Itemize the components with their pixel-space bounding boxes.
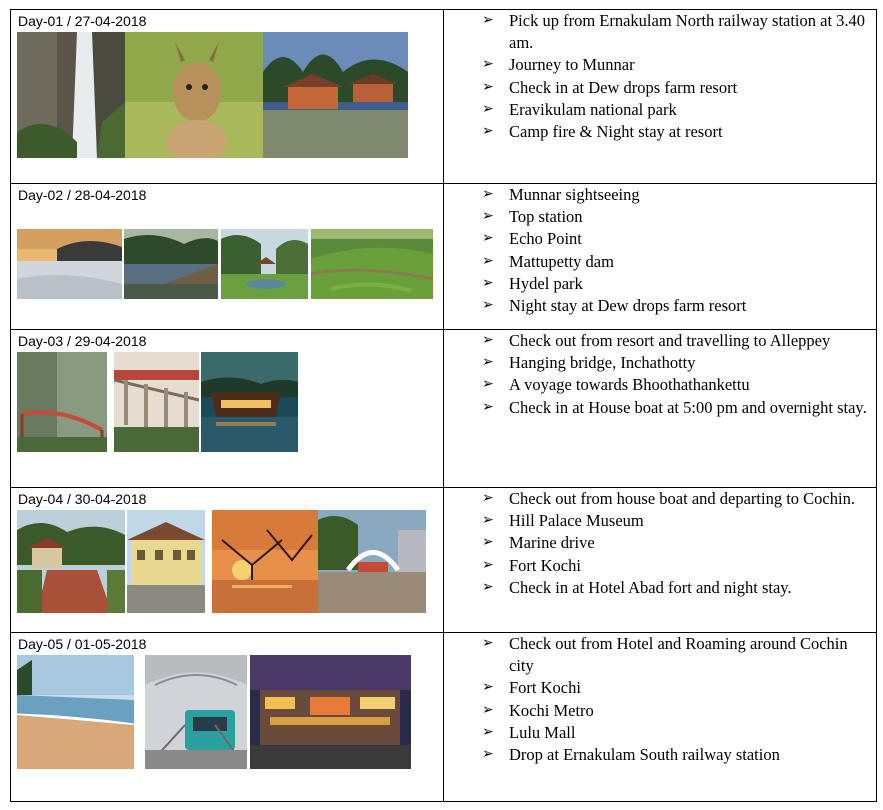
day-label: Day-05 / 01-05-2018 bbox=[18, 636, 147, 652]
day-photos-cell bbox=[11, 10, 444, 184]
day-activities-cell bbox=[444, 10, 877, 184]
arrow-bullet-icon: ➢ bbox=[482, 187, 494, 202]
arrow-bullet-icon: ➢ bbox=[482, 377, 494, 393]
day-activities-cell bbox=[444, 488, 877, 633]
activity-list bbox=[444, 488, 876, 599]
arrow-bullet-icon: ➢ bbox=[482, 680, 494, 696]
activity-list bbox=[444, 184, 876, 317]
activity-item: ➢ Fort Kochi bbox=[444, 555, 876, 577]
activity-list bbox=[444, 633, 876, 766]
waterfall-photo bbox=[17, 32, 125, 158]
activity-item: ➢ Top station bbox=[444, 206, 876, 228]
fishing-nets-photo bbox=[212, 510, 318, 613]
arrow-bullet-icon: ➢ bbox=[482, 513, 494, 529]
day-row bbox=[11, 330, 877, 488]
activity-item: ➢ Drop at Ernakulam South railway station bbox=[444, 744, 876, 766]
arrow-bullet-icon: ➢ bbox=[482, 298, 494, 314]
metro-train-photo bbox=[145, 655, 247, 769]
activity-item: ➢ Hill Palace Museum bbox=[444, 510, 876, 532]
arrow-bullet-icon: ➢ bbox=[482, 579, 494, 595]
activity-item: ➢ Check in at House boat at 5:00 pm and overnight stay. bbox=[444, 397, 876, 419]
day-label: Day-03 / 29-04-2018 bbox=[18, 333, 147, 349]
arrow-bullet-icon: ➢ bbox=[482, 57, 494, 73]
tahr-photo bbox=[125, 32, 263, 158]
itinerary-table bbox=[10, 9, 877, 802]
day-activities-cell bbox=[444, 184, 877, 330]
activity-item: ➢ Munnar sightseeing bbox=[444, 184, 876, 206]
arrow-bullet-icon: ➢ bbox=[482, 333, 494, 348]
activity-item: ➢ Eravikulam national park bbox=[444, 99, 876, 121]
day-photos-cell bbox=[11, 330, 444, 488]
arrow-bullet-icon: ➢ bbox=[482, 724, 494, 740]
activity-item: ➢ Lulu Mall bbox=[444, 722, 876, 744]
activity-item: ➢ Echo Point bbox=[444, 228, 876, 250]
arrow-bullet-icon: ➢ bbox=[482, 535, 494, 551]
museum-building-photo bbox=[127, 510, 205, 613]
arrow-bullet-icon: ➢ bbox=[482, 636, 494, 651]
lulu-mall-photo bbox=[250, 655, 411, 769]
tea-plantation-photo bbox=[311, 229, 433, 299]
activity-item: ➢ A voyage towards Bhoothathankettu bbox=[444, 374, 876, 396]
day-row bbox=[11, 633, 877, 802]
activity-item: ➢ Check in at Hotel Abad fort and night stay. bbox=[444, 577, 876, 599]
bridge-river-photo bbox=[114, 352, 199, 452]
marine-drive-photo bbox=[318, 510, 426, 613]
activity-item: ➢ Check out from resort and travelling to Alleppey bbox=[444, 330, 876, 352]
activity-item: ➢ Pick up from Ernakulam North railway station at 3.40 am. bbox=[482, 11, 866, 53]
activity-item: ➢ Marine drive bbox=[444, 532, 876, 554]
hanging-bridge-photo bbox=[17, 352, 107, 452]
arrow-bullet-icon: ➢ bbox=[482, 275, 494, 291]
day-activities-cell bbox=[444, 633, 877, 802]
activity-list bbox=[444, 330, 876, 419]
misty-hills-photo bbox=[17, 229, 122, 299]
arrow-bullet-icon: ➢ bbox=[482, 79, 494, 95]
resort-photo bbox=[263, 32, 408, 158]
arrow-bullet-icon: ➢ bbox=[482, 101, 494, 117]
arrow-bullet-icon: ➢ bbox=[482, 231, 494, 247]
arrow-bullet-icon: ➢ bbox=[482, 747, 494, 763]
arrow-bullet-icon: ➢ bbox=[482, 355, 494, 371]
activity-item: ➢ Check out from house boat and departing to Cochin. bbox=[444, 488, 876, 510]
activity-item: ➢ Kochi Metro bbox=[444, 700, 876, 722]
beach-photo bbox=[17, 655, 134, 769]
day-label: Day-01 / 27-04-2018 bbox=[18, 13, 147, 29]
day-row bbox=[11, 488, 877, 633]
activity-item: ➢ Night stay at Dew drops farm resort bbox=[444, 295, 876, 317]
activity-item: ➢ Hydel park bbox=[444, 273, 876, 295]
arrow-bullet-icon: ➢ bbox=[482, 399, 494, 415]
day-row bbox=[11, 10, 877, 184]
day-row bbox=[11, 184, 877, 330]
arrow-bullet-icon: ➢ bbox=[482, 124, 494, 140]
houseboat-photo bbox=[201, 352, 298, 452]
activity-item: ➢ Check in at Dew drops farm resort bbox=[444, 77, 876, 99]
garden-park-photo bbox=[221, 229, 308, 299]
palace-steps-photo bbox=[17, 510, 125, 613]
activity-list bbox=[444, 10, 876, 143]
day-activities-cell bbox=[444, 330, 877, 488]
day-photos-cell bbox=[11, 488, 444, 633]
arrow-bullet-icon: ➢ bbox=[482, 13, 494, 28]
activity-item: ➢ Camp fire & Night stay at resort bbox=[444, 121, 876, 143]
arrow-bullet-icon: ➢ bbox=[482, 557, 494, 573]
activity-item: ➢ Check out from Hotel and Roaming around Cochin city bbox=[482, 634, 848, 676]
arrow-bullet-icon: ➢ bbox=[482, 702, 494, 718]
day-label: Day-04 / 30-04-2018 bbox=[18, 491, 147, 507]
day-photos-cell bbox=[11, 184, 444, 330]
arrow-bullet-icon: ➢ bbox=[482, 209, 494, 225]
dam-lake-photo bbox=[124, 229, 218, 299]
activity-item: ➢ Mattupetty dam bbox=[444, 251, 876, 273]
day-label: Day-02 / 28-04-2018 bbox=[18, 187, 147, 203]
activity-item: ➢ Fort Kochi bbox=[444, 677, 876, 699]
activity-item: ➢ Hanging bridge, Inchathotty bbox=[444, 352, 876, 374]
day-photos-cell bbox=[11, 633, 444, 802]
arrow-bullet-icon: ➢ bbox=[482, 491, 494, 506]
arrow-bullet-icon: ➢ bbox=[482, 253, 494, 269]
activity-item: ➢ Journey to Munnar bbox=[444, 54, 876, 76]
